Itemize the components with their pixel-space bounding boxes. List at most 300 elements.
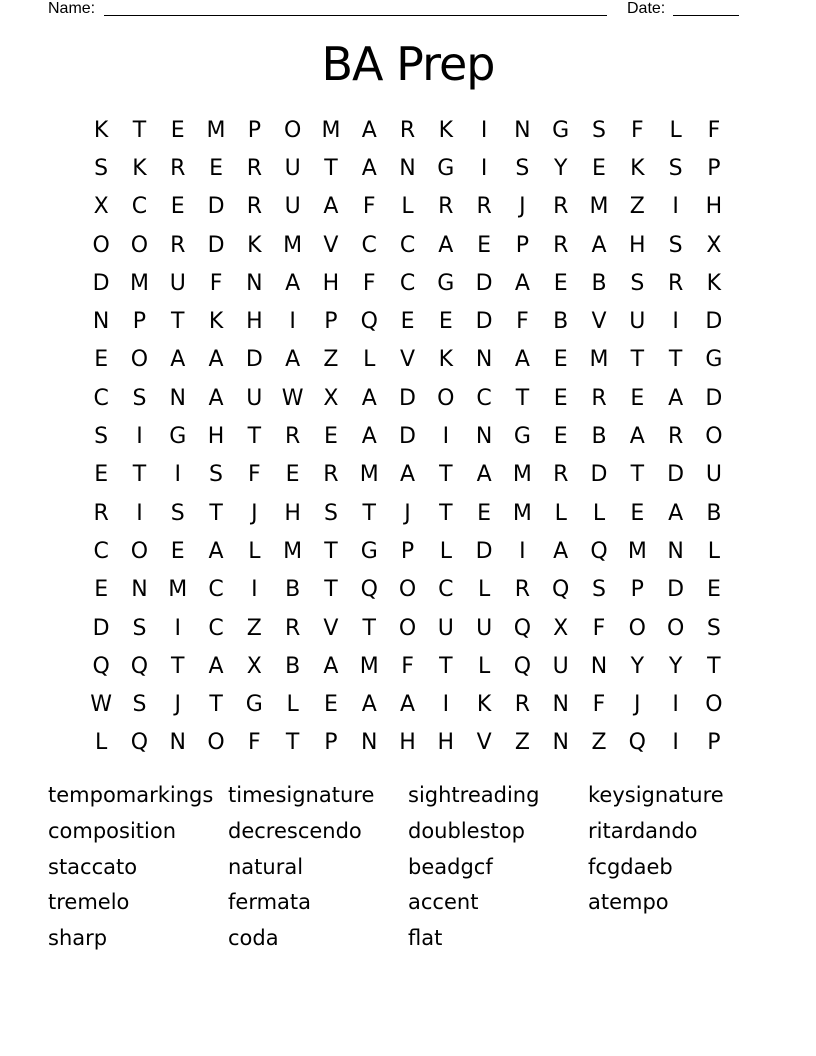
grid-letter: X bbox=[323, 385, 339, 411]
grid-letter: E bbox=[209, 155, 223, 181]
grid-letter: G bbox=[169, 424, 187, 450]
grid-letter: C bbox=[438, 577, 454, 603]
grid-letter: E bbox=[438, 309, 453, 335]
grid-letter: W bbox=[90, 692, 113, 718]
grid-letter: H bbox=[399, 730, 416, 756]
grid-letter: R bbox=[438, 194, 454, 220]
grid-letter: C bbox=[208, 615, 224, 641]
grid-letter: S bbox=[592, 577, 606, 603]
grid-letter: G bbox=[437, 270, 455, 296]
grid-letter: A bbox=[208, 347, 224, 373]
grid-letter: T bbox=[439, 500, 453, 526]
grid-letter: B bbox=[553, 309, 569, 335]
grid-letter: O bbox=[283, 117, 302, 143]
grid-letter: B bbox=[285, 577, 301, 603]
grid-letter: S bbox=[132, 385, 147, 411]
grid-letter: F bbox=[516, 309, 529, 335]
grid-letter: A bbox=[361, 385, 377, 411]
grid-letter: Z bbox=[629, 194, 645, 220]
word-list-item: fcgdaeb bbox=[588, 854, 673, 879]
grid-letter: N bbox=[667, 538, 684, 564]
grid-letter: N bbox=[360, 730, 378, 756]
grid-letter: R bbox=[93, 500, 109, 526]
grid-letter: O bbox=[666, 615, 685, 641]
grid-letter: Q bbox=[130, 653, 149, 679]
grid-letter: R bbox=[553, 194, 569, 220]
word-list-item: tremelo bbox=[48, 890, 130, 915]
grid-letter: F bbox=[248, 462, 261, 488]
grid-letter: T bbox=[324, 538, 338, 564]
grid-letter: F bbox=[248, 730, 261, 756]
grid-letter: P bbox=[400, 538, 415, 564]
grid-letter: F bbox=[362, 270, 376, 296]
grid-letter: U bbox=[246, 385, 263, 411]
grid-letter: D bbox=[245, 347, 263, 373]
word-list-item: accent bbox=[408, 890, 479, 915]
grid-letter: C bbox=[93, 385, 109, 411]
grid-letter: H bbox=[322, 270, 340, 296]
grid-letter: L bbox=[477, 653, 491, 679]
grid-letter: T bbox=[285, 730, 300, 756]
grid-letter: M bbox=[512, 500, 532, 526]
grid-letter: H bbox=[207, 424, 225, 450]
grid-letter: R bbox=[667, 270, 684, 296]
grid-letter: P bbox=[630, 577, 644, 603]
grid-letter: M bbox=[283, 538, 303, 564]
grid-letter: A bbox=[668, 385, 684, 411]
grid-letter: O bbox=[130, 232, 149, 258]
word-list-item: coda bbox=[228, 926, 279, 951]
grid-letter: N bbox=[92, 309, 110, 335]
grid-letter: D bbox=[475, 270, 493, 296]
word-list-item: natural bbox=[228, 854, 304, 879]
grid-letter: Y bbox=[630, 653, 645, 679]
grid-letter: L bbox=[248, 538, 261, 564]
grid-letter: F bbox=[630, 117, 644, 143]
grid-letter: M bbox=[512, 462, 532, 488]
grid-letter: U bbox=[169, 270, 186, 296]
grid-letter: L bbox=[669, 117, 682, 143]
grid-letter: L bbox=[401, 194, 414, 220]
grid-letter: C bbox=[208, 577, 224, 603]
grid-letter: I bbox=[672, 194, 679, 220]
grid-letter: H bbox=[705, 194, 723, 220]
grid-letter: I bbox=[672, 692, 679, 718]
grid-letter: X bbox=[553, 615, 569, 641]
name-label: Name: bbox=[48, 0, 96, 17]
grid-letter: E bbox=[553, 424, 568, 450]
grid-letter: D bbox=[667, 577, 685, 603]
grid-letter: A bbox=[668, 500, 684, 526]
grid-letter: D bbox=[207, 194, 225, 220]
grid-letter: Y bbox=[668, 653, 683, 679]
grid-letter: U bbox=[705, 462, 722, 488]
grid-letter: P bbox=[324, 730, 338, 756]
grid-letter: I bbox=[519, 538, 526, 564]
grid-letter: I bbox=[672, 309, 679, 335]
grid-letter: K bbox=[208, 309, 224, 335]
grid-letter: K bbox=[438, 347, 454, 373]
grid-letter: Q bbox=[360, 577, 378, 603]
grid-letter: F bbox=[362, 194, 376, 220]
word-list-item: doublestop bbox=[408, 818, 525, 843]
grid-letter: I bbox=[251, 577, 258, 603]
grid-letter: U bbox=[476, 615, 493, 641]
grid-letter: Z bbox=[323, 347, 339, 373]
grid-letter: R bbox=[284, 424, 301, 450]
grid-letter: D bbox=[475, 309, 493, 335]
grid-letter: D bbox=[667, 462, 685, 488]
grid-letter: H bbox=[437, 730, 455, 756]
grid-letter: E bbox=[323, 424, 338, 450]
grid-letter: C bbox=[399, 232, 416, 258]
grid-letter: K bbox=[706, 270, 722, 296]
word-list-item: fermata bbox=[228, 890, 312, 915]
grid-letter: R bbox=[399, 117, 416, 143]
grid-letter: D bbox=[399, 385, 416, 411]
grid-letter: I bbox=[442, 424, 450, 450]
grid-letter: R bbox=[323, 462, 339, 488]
date-label: Date: bbox=[627, 0, 666, 17]
grid-letter: B bbox=[285, 653, 301, 679]
grid-letter: E bbox=[553, 270, 568, 296]
grid-letter: N bbox=[475, 424, 493, 450]
word-list-item: flat bbox=[408, 926, 443, 951]
grid-letter: O bbox=[437, 385, 455, 411]
grid-letter: E bbox=[170, 538, 185, 564]
word-list-item: ritardando bbox=[588, 818, 698, 843]
word-list-item: staccato bbox=[48, 854, 138, 879]
grid-letter: C bbox=[476, 385, 492, 411]
grid-letter: N bbox=[475, 347, 493, 373]
word-list-item: timesignature bbox=[228, 783, 375, 807]
grid-letter: I bbox=[480, 155, 488, 181]
grid-letter: R bbox=[553, 232, 569, 258]
grid-letter: A bbox=[438, 232, 454, 258]
grid-letter: A bbox=[170, 347, 186, 373]
grid-letter: C bbox=[399, 270, 416, 296]
grid-letter: P bbox=[515, 232, 530, 258]
grid-letter: L bbox=[477, 577, 491, 603]
grid-letter: M bbox=[206, 117, 226, 143]
grid-letter: O bbox=[705, 424, 723, 450]
grid-letter: B bbox=[591, 270, 607, 296]
grid-letter: R bbox=[514, 577, 531, 603]
grid-letter: O bbox=[130, 347, 149, 373]
grid-letter: G bbox=[245, 692, 263, 718]
grid-letter: L bbox=[554, 500, 567, 526]
word-list-item: decrescendo bbox=[228, 818, 362, 843]
grid-letter: O bbox=[92, 232, 110, 258]
grid-letter: M bbox=[589, 194, 609, 220]
grid-letter: A bbox=[514, 270, 530, 296]
grid-letter: T bbox=[707, 653, 721, 679]
grid-letter: Y bbox=[553, 155, 568, 181]
grid-letter: N bbox=[514, 117, 531, 143]
grid-letter: I bbox=[136, 424, 143, 450]
grid-letter: E bbox=[592, 155, 606, 181]
grid-letter: E bbox=[94, 347, 109, 373]
grid-letter: P bbox=[707, 155, 721, 181]
grid-letter: T bbox=[209, 500, 223, 526]
grid-letter: C bbox=[131, 194, 148, 220]
grid-letter: R bbox=[553, 462, 569, 488]
grid-letter: O bbox=[398, 577, 417, 603]
grid-letter: M bbox=[589, 347, 609, 373]
grid-letter: N bbox=[552, 730, 569, 756]
page-title: BA Prep bbox=[321, 37, 495, 91]
grid-letter: F bbox=[401, 653, 414, 679]
grid-letter: D bbox=[705, 309, 723, 335]
grid-letter: A bbox=[208, 385, 224, 411]
grid-letter: E bbox=[170, 117, 185, 143]
grid-letter: J bbox=[634, 692, 641, 718]
grid-letter: E bbox=[706, 577, 721, 603]
grid-letter: E bbox=[630, 500, 645, 526]
header-row bbox=[48, 0, 748, 20]
grid-letter: F bbox=[209, 270, 223, 296]
grid-letter: Z bbox=[514, 730, 530, 756]
word-list-item: beadgcf bbox=[408, 854, 493, 879]
grid-letter: S bbox=[592, 117, 606, 143]
grid-letter: T bbox=[324, 577, 338, 603]
grid-letter: A bbox=[399, 462, 416, 488]
grid-letter: M bbox=[283, 232, 303, 258]
grid-letter: E bbox=[477, 232, 492, 258]
grid-letter: E bbox=[400, 309, 415, 335]
grid-letter: R bbox=[591, 385, 607, 411]
grid-letter: E bbox=[553, 385, 568, 411]
word-search-grid bbox=[82, 111, 733, 762]
grid-letter: A bbox=[208, 538, 224, 564]
grid-letter: J bbox=[519, 194, 526, 220]
grid-letter: W bbox=[281, 385, 304, 411]
word-list-item: tempomarkings bbox=[48, 783, 214, 807]
grid-letter: V bbox=[591, 309, 607, 335]
grid-letter: N bbox=[552, 692, 569, 718]
grid-letter: M bbox=[359, 462, 379, 488]
word-list-item: sharp bbox=[48, 926, 108, 951]
grid-letter: D bbox=[92, 270, 110, 296]
grid-letter: T bbox=[324, 155, 338, 181]
grid-letter: F bbox=[592, 692, 606, 718]
grid-letter: T bbox=[439, 653, 453, 679]
grid-letter: H bbox=[629, 232, 646, 258]
grid-letter: E bbox=[553, 347, 568, 373]
grid-letter: T bbox=[171, 309, 185, 335]
grid-letter: S bbox=[132, 615, 147, 641]
grid-letter: S bbox=[209, 462, 224, 488]
grid-letter: S bbox=[132, 692, 147, 718]
grid-letter: Q bbox=[92, 653, 110, 679]
grid-letter: K bbox=[247, 232, 262, 258]
grid-letter: T bbox=[439, 462, 453, 488]
grid-letter: T bbox=[171, 653, 185, 679]
grid-letter: T bbox=[630, 462, 645, 488]
word-list-item: atempo bbox=[588, 890, 669, 915]
grid-letter: A bbox=[208, 653, 224, 679]
grid-letter: E bbox=[323, 692, 338, 718]
grid-letter: Q bbox=[513, 615, 532, 641]
grid-letter: J bbox=[251, 500, 258, 526]
grid-letter: X bbox=[246, 653, 262, 679]
grid-letter: R bbox=[476, 194, 492, 220]
grid-letter: E bbox=[285, 462, 300, 488]
grid-letter: A bbox=[361, 424, 377, 450]
grid-letter: E bbox=[477, 500, 492, 526]
grid-letter: A bbox=[323, 194, 339, 220]
grid-letter: A bbox=[285, 347, 301, 373]
grid-letter: B bbox=[591, 424, 607, 450]
grid-letter: D bbox=[92, 615, 110, 641]
grid-letter: R bbox=[170, 232, 186, 258]
grid-letter: Q bbox=[628, 730, 646, 756]
grid-letter: D bbox=[399, 424, 416, 450]
grid-letter: P bbox=[247, 117, 261, 143]
grid-letter: X bbox=[93, 194, 109, 220]
grid-letter: S bbox=[515, 155, 530, 181]
grid-letter: L bbox=[592, 500, 606, 526]
grid-letter: R bbox=[284, 615, 301, 641]
grid-letter: T bbox=[132, 462, 147, 488]
grid-letter: T bbox=[630, 347, 645, 373]
grid-letter: T bbox=[515, 385, 530, 411]
grid-letter: D bbox=[590, 462, 608, 488]
grid-letter: A bbox=[323, 653, 339, 679]
grid-letter: G bbox=[552, 117, 570, 143]
grid-letter: L bbox=[439, 538, 452, 564]
grid-letter: C bbox=[93, 538, 109, 564]
grid-letter: E bbox=[170, 194, 185, 220]
grid-letter: F bbox=[592, 615, 606, 641]
grid-letter: N bbox=[399, 155, 416, 181]
word-list bbox=[48, 778, 768, 957]
grid-letter: Q bbox=[590, 538, 608, 564]
grid-letter: K bbox=[93, 117, 109, 143]
grid-letter: K bbox=[438, 117, 454, 143]
grid-letter: A bbox=[629, 424, 645, 450]
grid-letter: O bbox=[130, 538, 149, 564]
grid-letter: G bbox=[705, 347, 723, 373]
grid-letter: A bbox=[514, 347, 530, 373]
grid-letter: S bbox=[668, 232, 683, 258]
grid-letter: V bbox=[323, 615, 339, 641]
word-list-item: keysignature bbox=[588, 783, 724, 807]
grid-letter: U bbox=[629, 309, 646, 335]
grid-letter: M bbox=[627, 538, 647, 564]
grid-letter: P bbox=[707, 730, 721, 756]
grid-letter: N bbox=[169, 730, 186, 756]
grid-letter: I bbox=[480, 117, 488, 143]
grid-letter: U bbox=[552, 653, 569, 679]
grid-letter: I bbox=[442, 692, 450, 718]
grid-letter: L bbox=[286, 692, 299, 718]
grid-letter: J bbox=[174, 692, 181, 718]
grid-letter: A bbox=[285, 270, 301, 296]
grid-letter: M bbox=[321, 117, 341, 143]
grid-letter: S bbox=[170, 500, 185, 526]
grid-letter: R bbox=[170, 155, 186, 181]
grid-letter: O bbox=[207, 730, 225, 756]
grid-letter: Q bbox=[360, 309, 378, 335]
grid-letter: M bbox=[168, 577, 188, 603]
grid-letter: C bbox=[361, 232, 377, 258]
grid-letter: T bbox=[362, 500, 376, 526]
grid-letter: S bbox=[323, 500, 338, 526]
grid-letter: S bbox=[94, 155, 109, 181]
grid-letter: B bbox=[706, 500, 722, 526]
grid-letter: H bbox=[246, 309, 263, 335]
grid-letter: K bbox=[132, 155, 147, 181]
grid-letter: Q bbox=[130, 730, 149, 756]
grid-letter: K bbox=[476, 692, 492, 718]
grid-letter: L bbox=[363, 347, 376, 373]
grid-letter: A bbox=[553, 538, 569, 564]
grid-letter: T bbox=[132, 117, 147, 143]
grid-letter: R bbox=[514, 692, 531, 718]
grid-letter: D bbox=[705, 385, 723, 411]
grid-letter: M bbox=[359, 653, 379, 679]
grid-letter: A bbox=[399, 692, 416, 718]
grid-letter: A bbox=[361, 117, 377, 143]
grid-letter: G bbox=[437, 155, 455, 181]
grid-letter: J bbox=[404, 500, 411, 526]
grid-letter: V bbox=[399, 347, 416, 373]
grid-letter: V bbox=[323, 232, 339, 258]
grid-letter: L bbox=[95, 730, 108, 756]
grid-letter: X bbox=[706, 232, 722, 258]
grid-letter: I bbox=[289, 309, 296, 335]
grid-letter: P bbox=[324, 309, 338, 335]
grid-letter: G bbox=[513, 424, 531, 450]
grid-letter: T bbox=[247, 424, 262, 450]
grid-letter: D bbox=[207, 232, 225, 258]
grid-letter: R bbox=[246, 194, 262, 220]
grid-letter: I bbox=[174, 615, 181, 641]
grid-letter: Q bbox=[552, 577, 570, 603]
grid-letter: N bbox=[169, 385, 186, 411]
grid-letter: R bbox=[667, 424, 684, 450]
grid-letter: I bbox=[136, 500, 143, 526]
grid-letter: D bbox=[475, 538, 493, 564]
grid-letter: F bbox=[707, 117, 721, 143]
name-blank-line bbox=[104, 15, 607, 16]
grid-letter: M bbox=[129, 270, 149, 296]
date-blank-line bbox=[673, 15, 739, 16]
grid-letter: U bbox=[437, 615, 454, 641]
grid-letter: O bbox=[628, 615, 646, 641]
grid-letter: A bbox=[476, 462, 492, 488]
grid-letter: S bbox=[668, 155, 683, 181]
grid-letter: N bbox=[246, 270, 263, 296]
grid-letter: A bbox=[361, 155, 377, 181]
grid-letter: N bbox=[590, 653, 608, 679]
grid-letter: U bbox=[284, 155, 301, 181]
grid-letter: O bbox=[398, 615, 417, 641]
grid-letter: A bbox=[361, 692, 377, 718]
grid-letter: I bbox=[174, 462, 181, 488]
grid-letter: Z bbox=[591, 730, 607, 756]
grid-letter: Q bbox=[513, 653, 532, 679]
grid-letter: T bbox=[362, 615, 376, 641]
grid-letter: E bbox=[630, 385, 645, 411]
grid-letter: S bbox=[94, 424, 109, 450]
grid-letter: N bbox=[131, 577, 148, 603]
grid-letter: T bbox=[668, 347, 683, 373]
grid-letter: K bbox=[630, 155, 645, 181]
grid-letter: O bbox=[705, 692, 723, 718]
grid-letter: T bbox=[209, 692, 223, 718]
